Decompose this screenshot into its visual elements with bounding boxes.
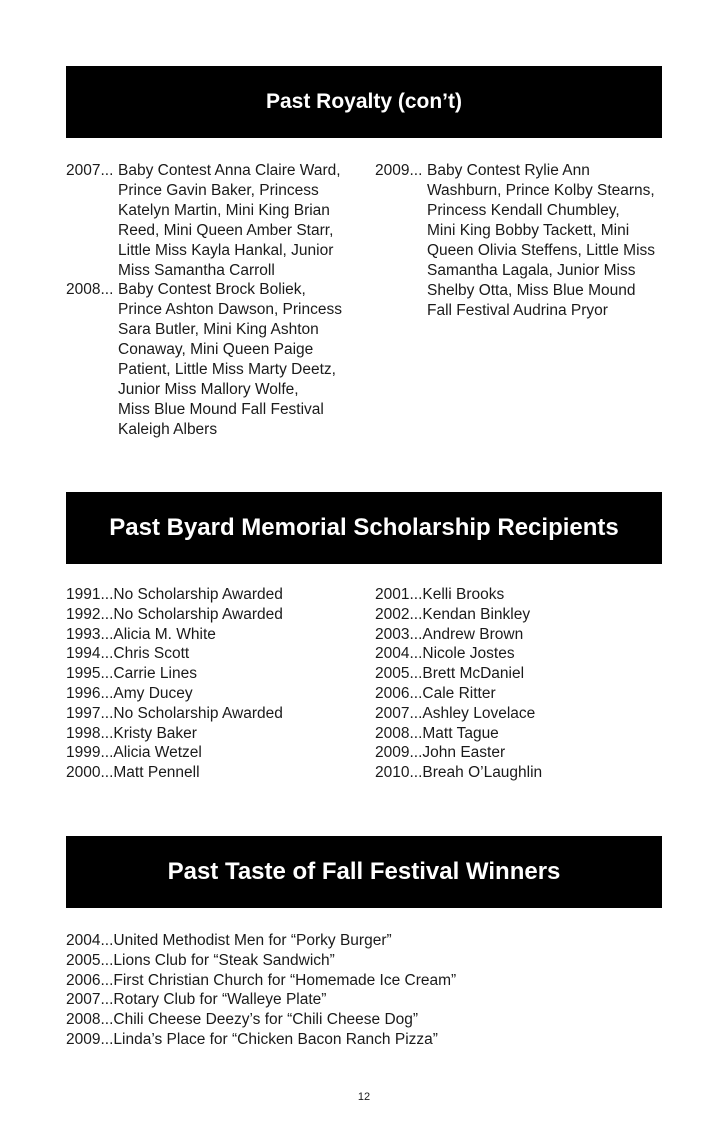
entry-line: Prince Ashton Dawson, Princess <box>118 301 342 318</box>
entry-year: 2009... <box>375 162 423 179</box>
royalty-entry-2007 <box>66 161 356 281</box>
taste-row: 2009...Linda’s Place for “Chicken Bacon Ranch Pizza” <box>66 1030 438 1048</box>
scholarship-row: 1993...Alicia M. White <box>66 625 216 643</box>
entry-year: 2008... <box>66 281 114 298</box>
scholarship-row: 2007...Ashley Lovelace <box>375 704 536 722</box>
scholarship-row: 2003...Andrew Brown <box>375 625 524 643</box>
entry-line: Reed, Mini Queen Amber Starr, <box>118 222 334 239</box>
scholarship-row: 2004...Nicole Jostes <box>375 645 515 663</box>
scholarship-row: 2008...Matt Tague <box>375 724 499 742</box>
entry-line: Baby Contest Anna Claire Ward, <box>118 162 341 179</box>
scholarship-title: Past Byard Memorial Scholarship Recipients <box>109 514 619 541</box>
scholarship-list-left <box>66 585 356 783</box>
entry-line: Princess Kendall Chumbley, <box>427 202 620 219</box>
entry-line: Mini King Bobby Tackett, Mini <box>427 222 630 239</box>
taste-title: Past Taste of Fall Festival Winners <box>167 858 561 885</box>
entry-year: 2007... <box>66 162 114 179</box>
scholarship-row: 1991...No Scholarship Awarded <box>66 586 283 603</box>
entry-line: Katelyn Martin, Mini King Brian <box>118 202 330 219</box>
entry-line: Shelby Otta, Miss Blue Mound <box>427 282 636 299</box>
scholarship-row: 1998...Kristy Baker <box>66 724 197 742</box>
entry-line: Baby Contest Brock Boliek, <box>118 281 306 298</box>
entry-line: Conaway, Mini Queen Paige <box>118 341 314 358</box>
taste-banner <box>66 836 662 908</box>
entry-line: Little Miss Kayla Hankal, Junior <box>118 242 334 259</box>
scholarship-row: 1997...No Scholarship Awarded <box>66 704 283 722</box>
scholarship-row: 2005...Brett McDaniel <box>375 665 525 683</box>
royalty-title: Past Royalty (con’t) <box>265 90 463 113</box>
entry-line: Sara Butler, Mini King Ashton <box>118 321 319 338</box>
scholarship-row: 1992...No Scholarship Awarded <box>66 605 283 623</box>
taste-row: 2005...Lions Club for “Steak Sandwich” <box>66 951 335 969</box>
royalty-entry-2008 <box>66 280 356 440</box>
entry-line: Miss Samantha Carroll <box>118 262 275 279</box>
taste-row: 2008...Chili Cheese Deezy’s for “Chili Cheese Dog” <box>66 1011 419 1029</box>
entry-line: Prince Gavin Baker, Princess <box>118 182 319 199</box>
royalty-entry-2009 <box>375 161 675 321</box>
scholarship-list-right <box>375 585 675 783</box>
scholarship-banner <box>66 492 662 564</box>
page-number: 12 <box>357 1091 371 1103</box>
entry-line: Kaleigh Albers <box>118 421 218 438</box>
scholarship-row: 2002...Kendan Binkley <box>375 605 531 623</box>
taste-list <box>66 931 666 1050</box>
entry-line: Samantha Lagala, Junior Miss <box>427 262 636 279</box>
entry-line: Miss Blue Mound Fall Festival <box>118 401 324 418</box>
entry-line: Junior Miss Mallory Wolfe, <box>118 381 299 398</box>
scholarship-row: 2001...Kelli Brooks <box>375 586 505 603</box>
taste-row: 2007...Rotary Club for “Walleye Plate” <box>66 991 327 1009</box>
scholarship-row: 1994...Chris Scott <box>66 645 190 663</box>
scholarship-row: 1996...Amy Ducey <box>66 684 193 702</box>
scholarship-row: 2000...Matt Pennell <box>66 764 200 782</box>
taste-row: 2004...United Methodist Men for “Porky Burger” <box>66 932 392 949</box>
entry-line: Patient, Little Miss Marty Deetz, <box>118 361 336 378</box>
scholarship-row: 1995...Carrie Lines <box>66 665 197 683</box>
entry-line: Baby Contest Rylie Ann <box>427 162 590 179</box>
scholarship-row: 2009...John Easter <box>375 744 506 762</box>
royalty-banner <box>66 66 662 138</box>
entry-line: Queen Olivia Steffens, Little Miss <box>427 242 656 259</box>
scholarship-row: 2006...Cale Ritter <box>375 684 496 702</box>
entry-line: Washburn, Prince Kolby Stearns, <box>427 182 655 199</box>
entry-line: Fall Festival Audrina Pryor <box>427 302 608 319</box>
scholarship-row: 2010...Breah O’Laughlin <box>375 764 543 782</box>
taste-row: 2006...First Christian Church for “Homemade Ice Cream” <box>66 971 457 989</box>
scholarship-row: 1999...Alicia Wetzel <box>66 744 202 762</box>
